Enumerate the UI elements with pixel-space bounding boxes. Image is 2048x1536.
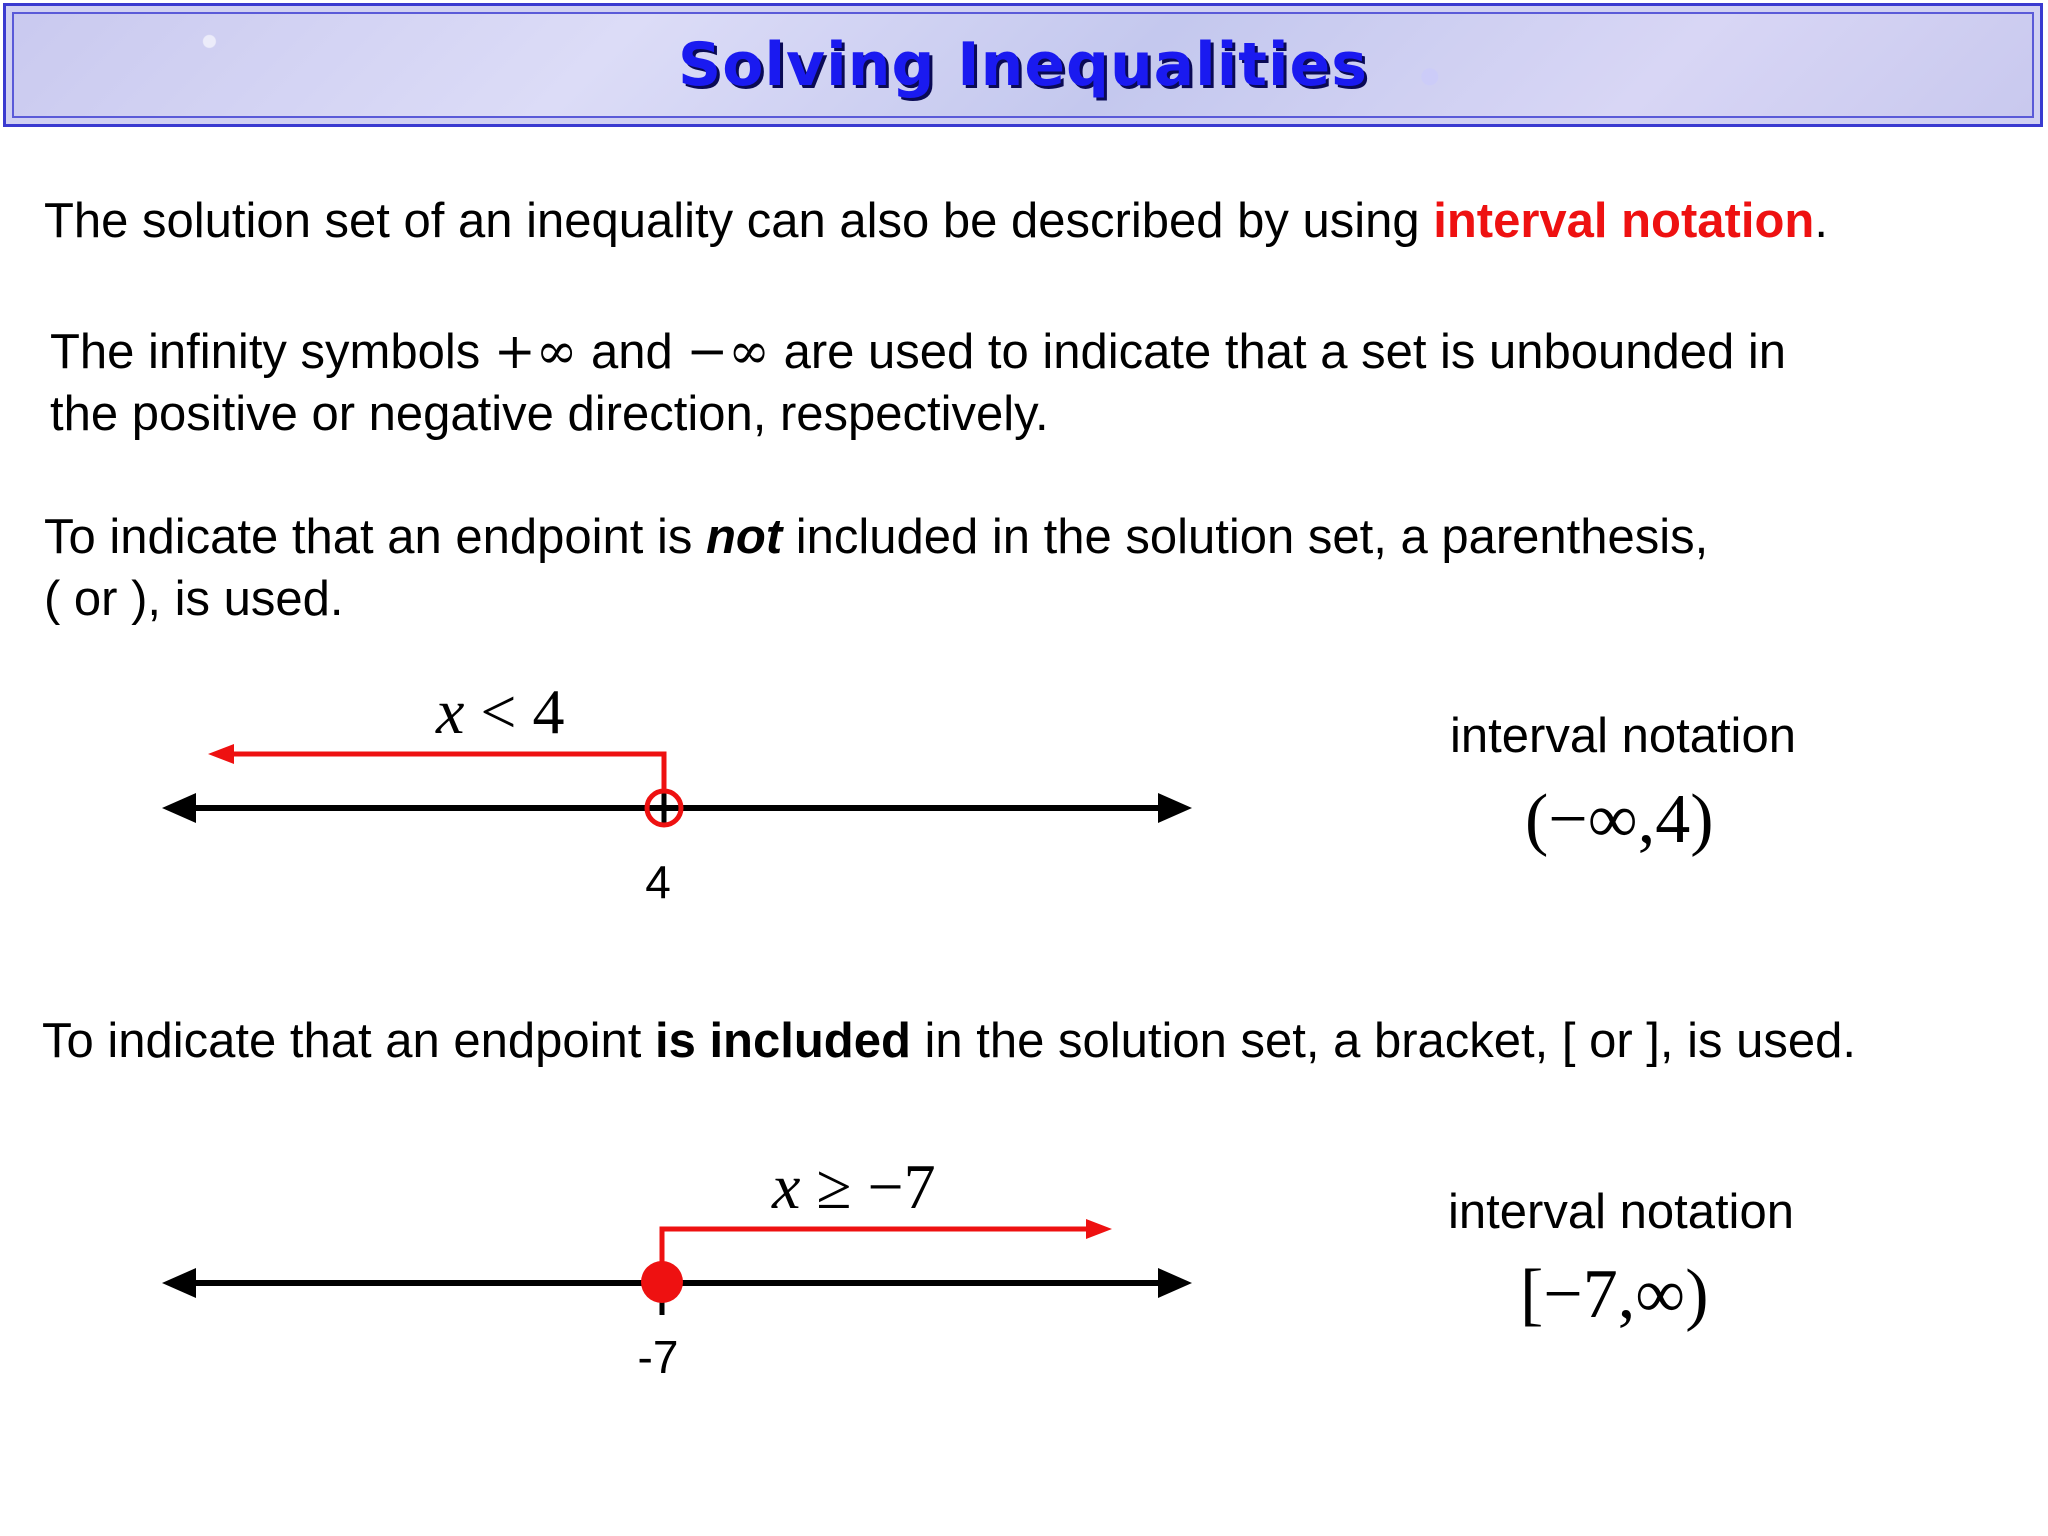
inequality-expression-2: ≥ −7 [800,1151,936,1222]
parenthesis-text-1: To indicate that an endpoint is [44,510,706,564]
infinity-text-1: The infinity symbols [50,325,494,379]
solution-ray-right [662,1229,1090,1268]
tick-label-minus-7: -7 [637,1331,679,1383]
interval-closed: [−7,∞) [1520,1256,1709,1333]
solution-ray-left [232,754,664,790]
not-emphasis: not [705,510,783,564]
number-line-2 [162,1219,1192,1315]
parenthesis-text-2: included in the solution set, a parenthesis, [782,510,1709,564]
bracket-text-2: in the solution set, a bracket, [ or ], is used. [910,1014,1856,1068]
inequality-variable: x [436,676,465,747]
closed-endpoint-minus-7 [641,1261,683,1303]
inequality-expression: < 4 [464,676,565,747]
intro-text: The solution set of an inequality can also be described by using [44,194,1434,248]
number-line-1 [162,744,1192,826]
tick-label-4: 4 [645,856,671,908]
interval-notation-label-1: interval notation [1450,709,1796,763]
inequality-variable-2: x [772,1151,801,1222]
parenthesis-text-line2: ( or ), is used. [44,572,344,626]
ray-arrowhead-left [208,744,234,764]
infinity-text-line2: the positive or negative direction, respectively. [50,387,1049,441]
plus-infinity-symbol: +∞ [493,322,578,380]
left-arrowhead-1 [162,793,196,823]
is-included-emphasis: is included [654,1014,911,1068]
interval-notation-label-2: interval notation [1448,1185,1794,1239]
infinity-text-3: are used to indicate that a set is unbounded in [769,325,1787,379]
ray-arrowhead-right [1086,1219,1112,1239]
left-arrowhead-2 [162,1268,196,1298]
intro-period: . [1814,194,1828,248]
minus-infinity-symbol: −∞ [686,322,770,380]
infinity-text-2: and [577,325,687,379]
interval-open: (−∞,4) [1525,781,1714,858]
bracket-text-1: To indicate that an endpoint [42,1014,655,1068]
interval-notation-highlight: interval notation [1433,194,1815,248]
right-arrowhead-2 [1158,1268,1192,1298]
right-arrowhead-1 [1158,793,1192,823]
slide-title: Solving Inequalities [678,30,1368,100]
